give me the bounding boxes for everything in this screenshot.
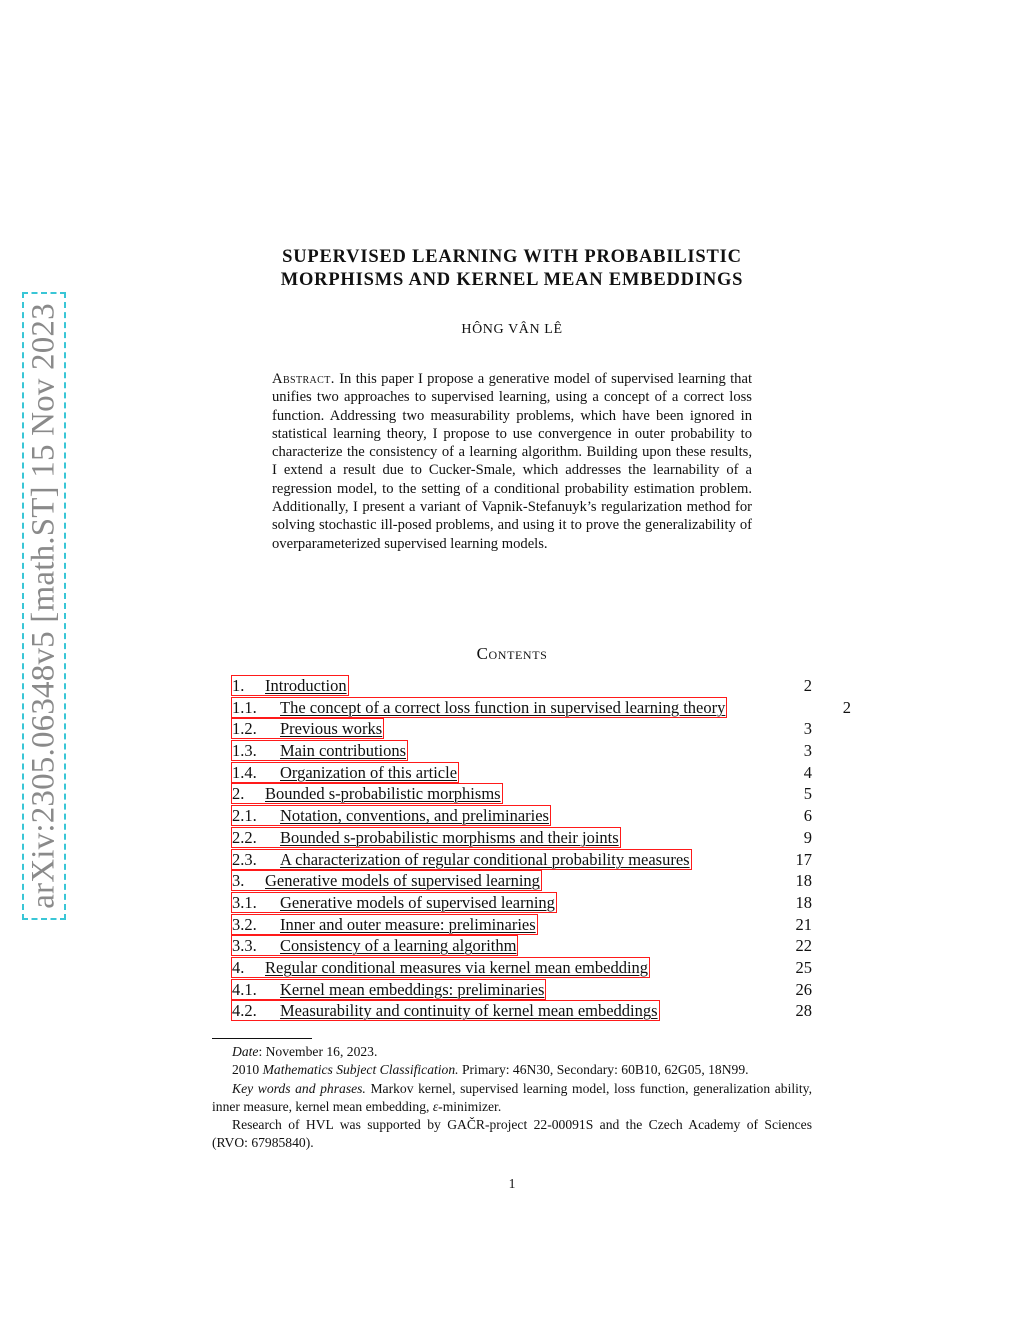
paper-title-line-2: MORPHISMS AND KERNEL MEAN EMBEDDINGS — [280, 270, 744, 290]
toc-entry — [231, 979, 851, 1001]
toc-page-number: 3 — [803, 741, 812, 761]
toc-section-title: Regular conditional measures via kernel mean embedding — [265, 957, 649, 977]
toc-entry — [231, 1000, 851, 1022]
toc-entry — [231, 740, 851, 762]
toc-section-number: 1.2. — [232, 719, 257, 739]
toc-page-number: 21 — [795, 914, 812, 934]
toc-section-number: 4.2. — [232, 1001, 257, 1021]
toc-link[interactable] — [231, 718, 384, 739]
toc-section-number: 1.4. — [232, 762, 257, 782]
toc-section-title: Bounded s-probabilistic morphisms — [265, 784, 501, 804]
toc-section-number: 3.1. — [232, 892, 257, 912]
toc-entry — [231, 935, 851, 957]
toc-page-number: 28 — [795, 1001, 812, 1021]
toc-page-number: 18 — [795, 892, 812, 912]
toc-link[interactable] — [231, 935, 518, 956]
toc-link[interactable] — [231, 957, 650, 978]
footnote-divider — [212, 1038, 312, 1039]
abstract-label: Abstract. — [272, 371, 335, 387]
toc-section-title: Consistency of a learning algorithm — [280, 936, 517, 956]
toc-entry — [231, 870, 851, 892]
toc-page-number: 18 — [795, 871, 812, 891]
toc-link[interactable] — [231, 849, 692, 870]
toc-link[interactable] — [231, 827, 621, 848]
toc-page-number: 22 — [795, 936, 812, 956]
toc-link[interactable] — [231, 892, 557, 913]
toc-link[interactable] — [231, 740, 408, 761]
toc-link[interactable] — [231, 675, 349, 696]
toc-entry — [231, 718, 851, 740]
abstract — [272, 370, 752, 553]
toc-link[interactable] — [231, 783, 503, 804]
toc-section-title: Notation, conventions, and preliminaries — [280, 806, 549, 826]
toc-entry — [231, 849, 851, 871]
table-of-contents — [231, 675, 851, 1022]
toc-section-title: Organization of this article — [280, 762, 458, 782]
toc-page-number: 2 — [842, 697, 851, 717]
toc-section-title: Previous works — [280, 719, 383, 739]
toc-section-title: Introduction — [265, 676, 347, 695]
toc-section-title: Bounded s-probabilistic morphisms and their joints — [280, 827, 619, 847]
toc-section-number: 2. — [232, 784, 245, 804]
toc-section-number: 2.2. — [232, 827, 257, 847]
toc-section-title: Generative models of supervised learning — [265, 871, 540, 891]
toc-entry — [231, 914, 851, 936]
toc-link[interactable] — [231, 1000, 660, 1021]
toc-entry — [231, 783, 851, 805]
toc-entry — [231, 675, 851, 697]
toc-section-title: Inner and outer measure: preliminaries — [280, 914, 536, 934]
arxiv-identifier[interactable]: arXiv:2305.06348v5 [math.ST] 15 Nov 2023 — [25, 303, 62, 909]
toc-section-number: 1.3. — [232, 741, 257, 761]
toc-section-title: Main contributions — [280, 741, 407, 761]
toc-section-number: 3.3. — [232, 936, 257, 956]
toc-section-number: 3. — [232, 871, 245, 891]
toc-section-number: 3.2. — [232, 914, 257, 934]
toc-section-title: The concept of a correct loss function in supervised learning theory — [280, 697, 726, 717]
toc-page-number: 17 — [795, 849, 812, 869]
footnotes — [212, 1043, 812, 1153]
toc-page-number: 4 — [803, 762, 812, 782]
toc-link[interactable] — [231, 805, 551, 826]
toc-section-title: Measurability and continuity of kernel mean embeddings — [280, 1001, 658, 1021]
toc-section-title: Generative models of supervised learning — [280, 892, 555, 912]
toc-link[interactable] — [231, 697, 727, 718]
footnote-msc: 2010 Mathematics Subject Classification. Primary: 46N30, Secondary: 60B10, 62G05, 18N99. — [232, 1062, 749, 1078]
toc-entry — [231, 805, 851, 827]
toc-page-number: 6 — [803, 806, 812, 826]
toc-entry — [231, 697, 851, 719]
toc-section-number: 2.1. — [232, 806, 257, 826]
toc-page-number: 5 — [803, 784, 812, 804]
toc-entry — [231, 827, 851, 849]
toc-page-number: 3 — [803, 719, 812, 739]
paper-title — [0, 246, 1024, 292]
toc-section-number: 2.3. — [232, 849, 257, 869]
toc-entry — [231, 957, 851, 979]
toc-link[interactable] — [231, 914, 538, 935]
toc-section-title: Kernel mean embeddings: preliminaries — [280, 979, 545, 999]
author-name: HÔNG VÂN LÊ — [461, 322, 563, 337]
toc-link[interactable] — [231, 979, 546, 1000]
toc-page-number: 9 — [803, 827, 812, 847]
toc-link[interactable] — [231, 870, 542, 891]
toc-section-number: 4. — [232, 957, 245, 977]
page-number: 1 — [508, 1176, 516, 1191]
abstract-text: In this paper I propose a generative model of supervised learning that unifies two approaches to supervised learning, using a concept of a correct loss function. Addressing two measurability problems, which have been ignored in statistical learning theory, I propose to use convergence in outer probability to characterize the consistency of a learning algorithm. Building upon these results, I extend a result due to Cucker-Smale, which addresses the learnability of a regression model, to the setting of a conditional probability estimation problem. Additionally, I present a variant of Vapnik-Stefanuyk’s regularization method for solving stochastic ill-posed problems, and using it to prove the generalizability of overparameterized supervised learning models. — [272, 371, 752, 552]
toc-section-number: 1. — [232, 676, 245, 695]
toc-entry — [231, 892, 851, 914]
footnote-funding: Research of HVL was supported by GAČR-project 22-00091S and the Czech Academy of Sciences (RVO: 67985840). — [212, 1117, 812, 1151]
toc-page-number: 2 — [803, 676, 812, 695]
toc-section-number: 4.1. — [232, 979, 257, 999]
toc-link[interactable] — [231, 762, 459, 783]
contents-heading: Contents — [476, 644, 548, 663]
toc-page-number: 26 — [795, 979, 812, 999]
footnote-date: Date: November 16, 2023. — [232, 1044, 378, 1059]
toc-entry — [231, 762, 851, 784]
toc-page-number: 25 — [795, 957, 812, 977]
toc-section-number: 1.1. — [232, 697, 257, 717]
toc-section-title: A characterization of regular conditional probability measures — [280, 849, 690, 869]
footnote-keywords: Key words and phrases. Markov kernel, supervised learning model, loss function, generalization ability, inner measure, kernel mean embedding, ε-minimizer. — [212, 1080, 812, 1114]
paper-title-line-1: SUPERVISED LEARNING WITH PROBABILISTIC — [282, 247, 742, 267]
